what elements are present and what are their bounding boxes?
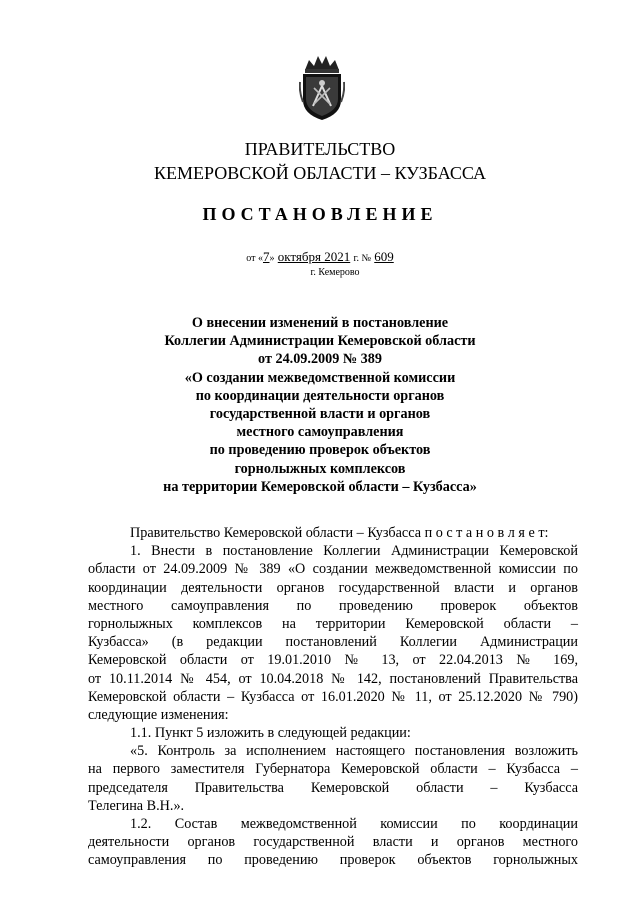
document-body xyxy=(88,524,578,870)
document-type: ПОСТАНОВЛЕНИЕ xyxy=(202,204,438,224)
body-line: местного самоуправления по проведению проверок объектов xyxy=(88,597,578,614)
preamble-spaced-verb: п о с т а н о в л я е т: xyxy=(424,525,549,541)
title-line: по координации деятельности органов xyxy=(195,387,445,404)
coat-of-arms-icon xyxy=(299,52,345,122)
body-line: деятельности органов государственной власти и органов местного xyxy=(88,834,578,851)
government-name-line1: ПРАВИТЕЛЬСТВО xyxy=(244,139,396,159)
title-line: на территории Кемеровской области – Кузбасса» xyxy=(163,478,477,495)
city: г. Кемерово xyxy=(310,267,360,278)
title-line: по проведению проверок объектов xyxy=(209,442,431,459)
title-line: О внесении изменений в постановление xyxy=(191,315,449,331)
body-line: следующие изменения: xyxy=(88,706,229,723)
government-name-line2: КЕМЕРОВСКОЙ ОБЛАСТИ – КУЗБАССА xyxy=(154,163,486,183)
date-month-year: октября 2021 xyxy=(277,249,351,264)
title-line: государственной власти и органов xyxy=(209,406,431,423)
document-number: 609 xyxy=(374,249,394,264)
body-line: горнолыжных комплексов на территории Кемеровской области – xyxy=(88,615,578,632)
title-line: Коллегии Администрации Кемеровской области xyxy=(164,333,476,350)
preamble xyxy=(88,524,578,542)
year-number-label: г. № xyxy=(353,253,371,264)
body-line: Кемеровской области от 19.01.2010 № 13, от 22.04.2013 № 169, xyxy=(88,652,578,669)
document-title xyxy=(0,314,640,496)
body-line: Кузбасса» (в редакции постановлений Коллегии Администрации xyxy=(88,634,578,651)
preamble-text: Правительство Кемеровской области – Кузбасса xyxy=(130,525,422,541)
title-line: от 24.09.2009 № 389 xyxy=(258,351,382,368)
body-line: председателя Правительства Кемеровской области – Кузбасса xyxy=(88,779,578,796)
body-line: 1. Внести в постановление Коллегии Администрации Кемеровской xyxy=(130,543,578,560)
body-line: области от 24.09.2009 № 389 «О создании межведомственной комиссии по xyxy=(88,561,578,578)
body-line: самоуправления по проведению проверок объектов горнолыжных xyxy=(88,852,578,869)
body-line: на первого заместителя Губернатора Кемеровской области – Кузбасса – xyxy=(88,761,578,778)
body-line: Телегина В.Н.». xyxy=(88,797,185,814)
body-line: Кемеровской области – Кузбасса от 16.01.2020 № 11, от 25.12.2020 № 790) xyxy=(88,688,578,705)
body-line: «5. Контроль за исполнением настоящего постановления возложить xyxy=(130,743,578,760)
date-prefix: от « xyxy=(246,253,263,264)
body-line: 1.1. Пункт 5 изложить в следующей редакции: xyxy=(130,725,411,742)
title-line: местного самоуправления xyxy=(236,424,404,441)
date-day-close: » xyxy=(269,253,275,264)
body-line: от 10.11.2014 № 454, от 10.04.2018 № 142, постановлений Правительства xyxy=(88,670,578,687)
title-line: горнолыжных комплексов xyxy=(234,460,406,477)
title-line: «О создании межведомственной комиссии xyxy=(184,369,456,386)
body-line: координации деятельности органов государственной власти и органов xyxy=(88,579,578,596)
date-number-line xyxy=(0,249,640,267)
date-day: 7 xyxy=(263,249,270,264)
body-line: 1.2. Состав межведомственной комиссии по координации xyxy=(130,816,578,832)
